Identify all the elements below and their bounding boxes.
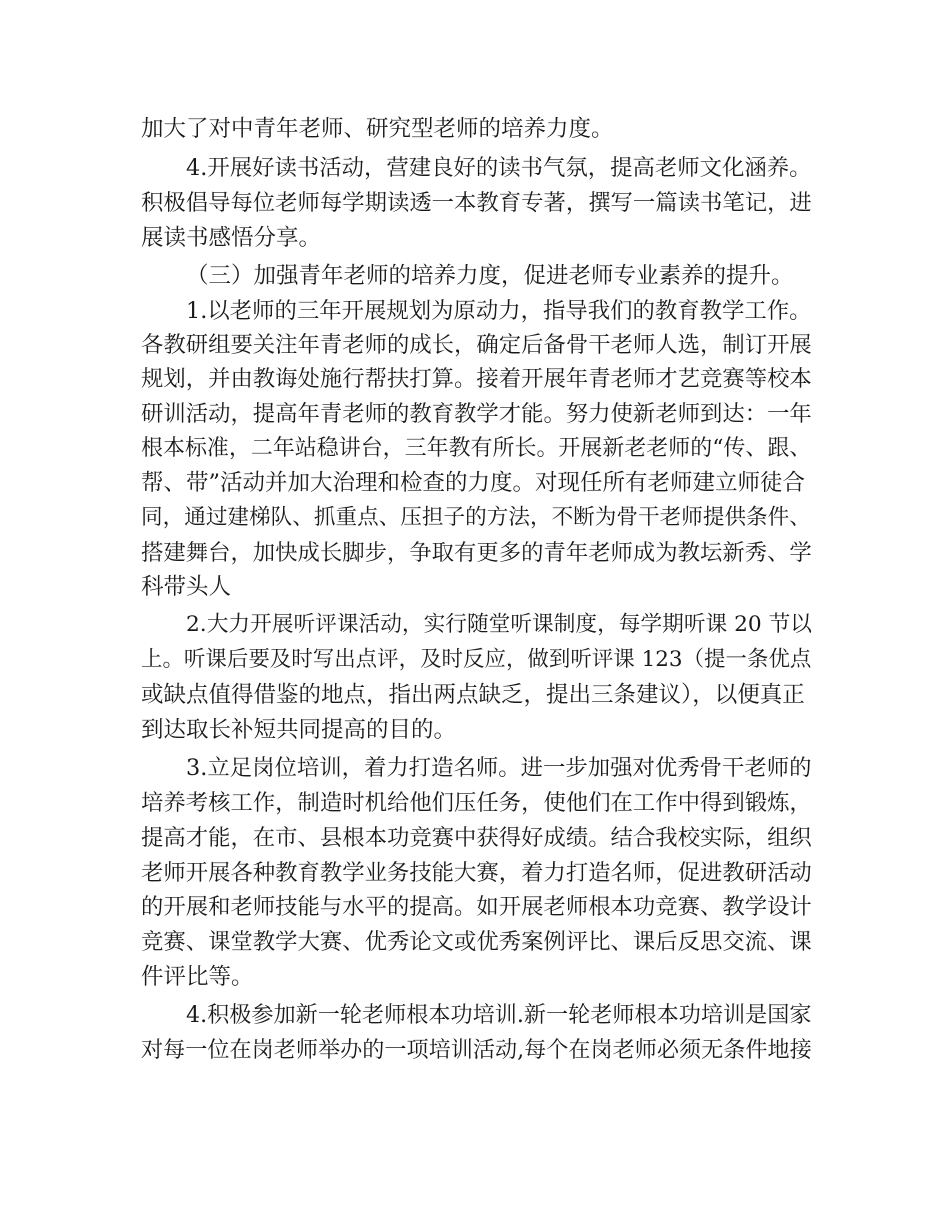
section-heading: （三）加强青年老师的培养力度，促进老师专业素养的提升。 <box>186 263 794 289</box>
text-line: 研训活动，提高年青老师的教育教学才能。努力使新老师到达：一年 <box>141 401 812 427</box>
text-line: 老师开展各种教育教学业务技能大赛，着力打造名师，促进教研活动 <box>141 860 812 886</box>
text-line: 1.以老师的三年开展规划为原动力，指导我们的教育教学工作。 <box>186 298 812 324</box>
text-line: 培养考核工作，制造时机给他们压任务，使他们在工作中得到锻炼， <box>141 790 812 816</box>
text-line: 到达取长补短共同提高的目的。 <box>141 717 457 743</box>
text-line: 4.开展好读书活动，营建良好的读书气氛，提高老师文化涵养。 <box>186 155 812 181</box>
text-line: 加大了对中青年老师、研究型老师的培养力度。 <box>141 116 614 142</box>
text-line: 根本标准，二年站稳讲台，三年教有所长。开展新老老师的“传、跟、 <box>141 436 812 461</box>
text-line: 3.立足岗位培训，着力打造名师。进一步加强对优秀骨干老师的 <box>186 755 812 781</box>
text-line: 或缺点值得借鉴的地点，指出两点缺乏，提出三条建议），以便真正 <box>141 682 805 708</box>
text-line: 规划，并由教诲处施行帮扶打算。接着开展年青老师才艺竞赛等校本 <box>141 366 812 392</box>
text-line: 帮、带”活动并加大治理和检查的力度。对现任所有老师建立师徒合 <box>141 470 806 496</box>
text-line: 竞赛、课堂教学大赛、优秀论文或优秀案例评比、课后反思交流、课 <box>141 929 812 955</box>
text-line: 上。听课后要及时写出点评，及时反应，做到听评课 123（提一条优点 <box>141 647 812 672</box>
text-line: 提高才能，在市、县根本功竞赛中获得好成绩。结合我校实际，组织 <box>141 825 812 851</box>
text-line: 对每一位在岗老师举办的一项培训活动,每个在岗老师必须无条件地接 <box>141 1037 812 1063</box>
text-line: 同，通过建梯队、抓重点、压担子的方法，不断为骨干老师提供条件、 <box>141 505 811 530</box>
text-line: 科带头人 <box>141 574 232 600</box>
text-line: 各教研组要关注年青老师的成长，确定后备骨干老师人选，制订开展 <box>141 332 812 358</box>
text-line: 积极倡导每位老师每学期读透一本教育专著，撰写一篇读书笔记，进 <box>141 190 812 216</box>
text-line: 的开展和老师技能与水平的提高。如开展老师根本功竞赛、教学设计 <box>141 894 812 920</box>
text-line: 4.积极参加新一轮老师根本功培训.新一轮老师根本功培训是国家 <box>186 1002 812 1028</box>
text-line: 搭建舞台，加快成长脚步，争取有更多的青年老师成为教坛新秀、学 <box>141 540 812 566</box>
text-line: 件评比等。 <box>141 964 254 990</box>
text-line: 2.大力开展听评课活动，实行随堂听课制度，每学期听课 20 节以 <box>186 612 812 637</box>
text-line: 展读书感悟分享。 <box>141 225 322 251</box>
